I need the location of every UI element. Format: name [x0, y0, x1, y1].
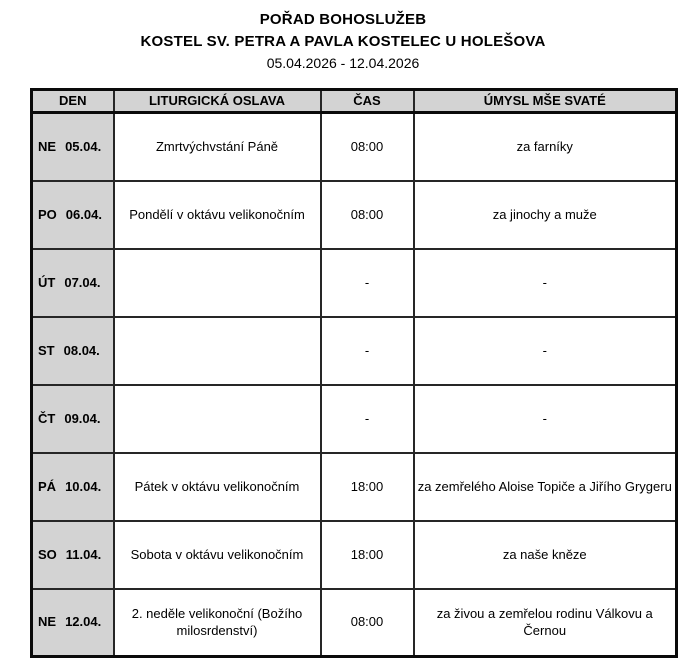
intention-cell: za naše kněze: [414, 521, 677, 589]
celebration-cell: Zmrtvýchvstání Páně: [114, 113, 321, 181]
day-date: 07.04.: [64, 274, 101, 290]
table-row: [32, 249, 677, 317]
celebration-cell: Pondělí v oktávu velikonočním: [114, 181, 321, 249]
intention-cell: za živou a zemřelou rodinu Válkovu a Černou: [414, 589, 677, 657]
time-cell: -: [321, 249, 414, 317]
day-cell: [32, 385, 114, 453]
day-date: 12.04.: [65, 614, 102, 630]
day-cell: [32, 181, 114, 249]
time-cell: -: [321, 317, 414, 385]
celebration-cell: [114, 249, 321, 317]
intention-cell: -: [414, 385, 677, 453]
column-header-day: DEN: [32, 90, 114, 113]
day-cell: [32, 521, 114, 589]
table-row: [32, 113, 677, 181]
table-row: [32, 521, 677, 589]
day-abbrev: NE: [38, 614, 57, 630]
date-range: 05.04.2026 - 12.04.2026: [266, 55, 420, 71]
intention-cell: -: [414, 249, 677, 317]
column-header-time: ČAS: [321, 90, 414, 113]
day-abbrev: PO: [38, 206, 57, 222]
celebration-cell: 2. neděle velikonoční (Božího milosrdenství): [114, 589, 321, 657]
table-body: [32, 113, 677, 657]
day-date: 05.04.: [65, 138, 102, 154]
service-schedule-table: [30, 88, 678, 658]
celebration-cell: Pátek v oktávu velikonočním: [114, 453, 321, 521]
time-cell: 18:00: [321, 453, 414, 521]
day-cell: [32, 249, 114, 317]
table-row: [32, 181, 677, 249]
column-header-intention: ÚMYSL MŠE SVATÉ: [414, 90, 677, 113]
table-row: [32, 589, 677, 657]
table-header-row: [32, 90, 677, 113]
document-header: [0, 0, 686, 73]
time-cell: 08:00: [321, 181, 414, 249]
day-abbrev: ST: [38, 342, 55, 358]
day-abbrev: NE: [38, 138, 57, 154]
time-cell: 08:00: [321, 589, 414, 657]
table-row: [32, 385, 677, 453]
day-abbrev: SO: [38, 546, 57, 562]
day-abbrev: ÚT: [38, 274, 56, 290]
time-cell: -: [321, 385, 414, 453]
day-date: 08.04.: [63, 342, 100, 358]
day-abbrev: ČT: [38, 410, 56, 426]
celebration-cell: [114, 317, 321, 385]
celebration-cell: [114, 385, 321, 453]
day-cell: [32, 589, 114, 657]
column-header-celebration: LITURGICKÁ OSLAVA: [114, 90, 321, 113]
day-date: 10.04.: [65, 478, 102, 494]
day-cell: [32, 453, 114, 521]
day-cell: [32, 113, 114, 181]
page-title: POŘAD BOHOSLUŽEB: [259, 11, 427, 28]
time-cell: 18:00: [321, 521, 414, 589]
table-row: [32, 453, 677, 521]
day-date: 06.04.: [65, 206, 102, 222]
intention-cell: za jinochy a muže: [414, 181, 677, 249]
time-cell: 08:00: [321, 113, 414, 181]
intention-cell: -: [414, 317, 677, 385]
table-row: [32, 317, 677, 385]
intention-cell: za farníky: [414, 113, 677, 181]
page-subtitle: KOSTEL SV. PETRA A PAVLA KOSTELEC U HOLEŠOVA: [140, 33, 546, 50]
day-abbrev: PÁ: [38, 478, 57, 494]
day-cell: [32, 317, 114, 385]
celebration-cell: Sobota v oktávu velikonočním: [114, 521, 321, 589]
day-date: 09.04.: [64, 410, 101, 426]
intention-cell: za zemřelého Aloise Topiče a Jiřího Grygeru: [414, 453, 677, 521]
day-date: 11.04.: [65, 546, 102, 562]
